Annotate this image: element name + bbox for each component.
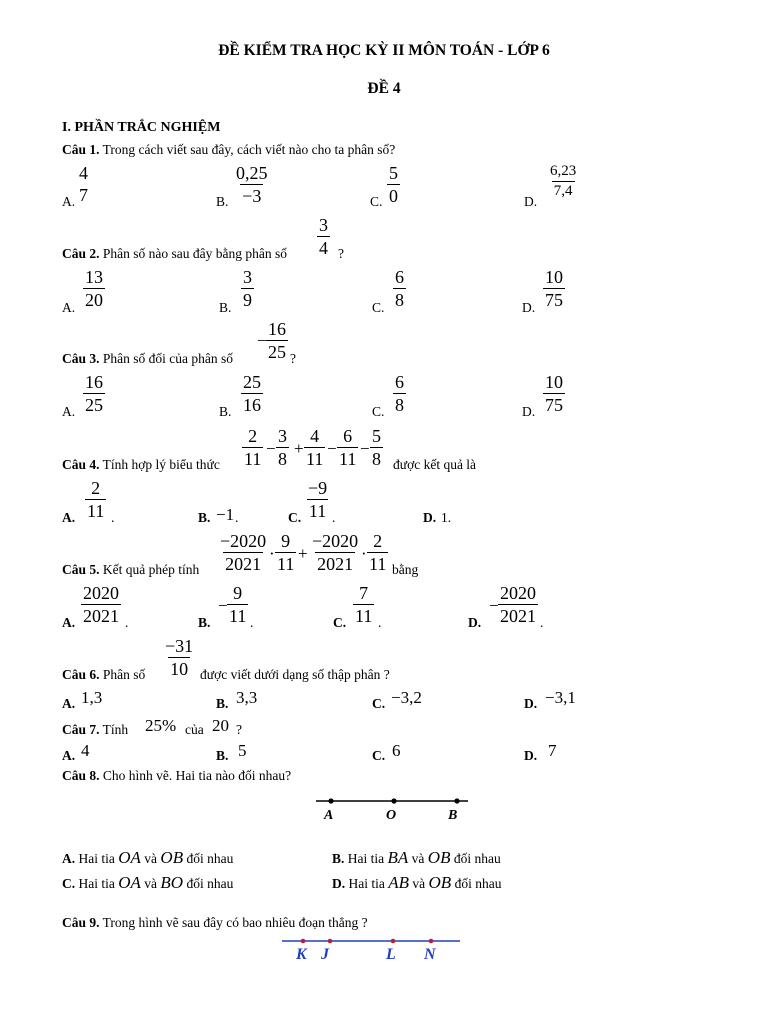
option-post: đối nhau: [186, 851, 234, 866]
question-suffix: ?: [236, 722, 242, 737]
option-a-fraction: [81, 582, 121, 627]
option-value: 7: [548, 741, 557, 760]
question-8: [62, 768, 291, 784]
option-d-fraction: [543, 371, 565, 416]
expr-fraction: [367, 530, 388, 575]
numerator: 2020: [83, 583, 119, 603]
question-5: [62, 562, 199, 578]
option-letter: B.: [219, 404, 232, 419]
option-letter: B.: [332, 851, 345, 866]
expr-fraction: [337, 425, 358, 470]
option-value: 4: [81, 741, 90, 760]
operator: ·: [269, 544, 275, 563]
denominator: 11: [308, 501, 327, 521]
numerator: 10: [545, 372, 563, 392]
option-a-fraction: [77, 162, 90, 206]
option-pre: Hai tia: [347, 851, 385, 866]
option-and: và: [412, 876, 426, 891]
expr-fraction: [275, 530, 296, 575]
option-pre: Hai tia: [348, 876, 385, 891]
denominator: 75: [545, 290, 563, 310]
option-and: và: [144, 851, 158, 866]
numerator: 2: [248, 426, 258, 446]
operator: −: [327, 439, 337, 458]
option-value: −3,2: [391, 688, 422, 707]
minus-sign: −: [489, 596, 499, 615]
option-a-fraction: [83, 371, 105, 416]
numerator: 0,25: [236, 163, 268, 183]
expr-fraction: [370, 425, 383, 470]
point-label-n: N: [424, 946, 436, 963]
option-c-fraction: [387, 162, 400, 207]
option-letter: A.: [62, 194, 76, 209]
question-label: Câu 2.: [62, 246, 100, 261]
denominator: 2021: [225, 554, 262, 574]
option-pre: Hai tia: [78, 851, 115, 866]
option-and: và: [144, 876, 158, 891]
numerator: 2: [91, 478, 101, 498]
point-label-l: L: [386, 946, 396, 963]
numerator: 10: [545, 267, 563, 287]
ray-1: BA: [387, 848, 409, 867]
numerator: −9: [308, 478, 328, 498]
numerator: 4: [310, 426, 320, 446]
numerator: 4: [79, 163, 88, 183]
option-c-fraction: [353, 582, 374, 627]
question-2-fraction: [317, 214, 330, 259]
option-tail: .: [540, 615, 544, 630]
option-letter: A.: [62, 510, 76, 525]
point-label-a: A: [324, 808, 334, 823]
option-letter: A.: [62, 696, 76, 711]
point-label-k: K: [296, 946, 307, 963]
option-d-row: [332, 873, 501, 893]
denominator: 9: [243, 290, 252, 310]
numerator: −2020: [220, 531, 267, 551]
numerator: 3: [243, 267, 252, 287]
question-text: Cho hình vẽ. Hai tia nào đối nhau?: [102, 768, 292, 783]
question-label: Câu 6.: [62, 667, 100, 682]
denominator: 10: [170, 659, 189, 679]
denominator: 11: [229, 606, 247, 626]
option-b-fraction: [227, 582, 248, 627]
point-j-dot: [328, 939, 333, 944]
option-letter: B.: [216, 194, 229, 209]
option-letter: B.: [198, 510, 211, 525]
option-letter: B.: [216, 748, 229, 763]
denominator: 25: [268, 342, 286, 362]
question-label: Câu 1.: [62, 142, 100, 157]
denominator: 2021: [83, 606, 119, 626]
option-pre: Hai tia: [78, 876, 115, 891]
operator: +: [298, 544, 308, 563]
denominator: 8: [278, 449, 287, 469]
question-text: Tính hợp lý biểu thức: [102, 457, 220, 472]
question-3: [62, 351, 233, 367]
exam-title: ĐỀ KIỂM TRA HỌC KỲ II MÔN TOÁN - LỚP 6: [218, 42, 550, 59]
denominator: 11: [277, 554, 295, 574]
option-value: 1,3: [81, 688, 103, 707]
option-tail: .: [235, 510, 239, 525]
point-label-j: J: [321, 946, 329, 963]
numerator: 3: [319, 215, 328, 235]
denominator: 11: [369, 554, 387, 574]
numerator: 2020: [500, 583, 536, 603]
denominator: 4: [319, 238, 328, 258]
option-letter: A.: [62, 851, 76, 866]
minus-sign: −: [257, 331, 267, 350]
denominator: 11: [306, 449, 324, 469]
denominator: 7,4: [553, 183, 573, 199]
question-text-before: Phân số: [102, 667, 146, 682]
numerator: 9: [281, 531, 291, 551]
ray-2: OB: [428, 873, 452, 892]
point-b-dot: [454, 798, 459, 803]
option-letter: D.: [524, 194, 538, 209]
denominator: 8: [372, 449, 381, 469]
question-suffix: bằng: [392, 562, 419, 577]
question-1: [62, 142, 395, 158]
exam-subtitle: ĐỀ 4: [367, 80, 401, 97]
question-9: [62, 915, 368, 931]
option-c-row: [62, 873, 233, 893]
operator: +: [294, 439, 304, 458]
option-letter: A.: [62, 404, 76, 419]
option-letter: D.: [423, 510, 437, 525]
option-tail: .: [125, 615, 129, 630]
minus-sign: −: [218, 596, 228, 615]
option-letter: A.: [62, 748, 76, 763]
question-text-before: Tính: [102, 722, 129, 737]
denominator: 11: [244, 449, 262, 469]
denominator: 7: [79, 185, 88, 205]
option-b-row: [332, 848, 501, 868]
question-suffix: được kết quả là: [393, 457, 477, 472]
question-6: [62, 667, 145, 683]
option-tail: .: [250, 615, 254, 630]
question-text: Trong hình vẽ sau đây có bao nhiêu đoạn thẳng ?: [102, 915, 368, 930]
denominator: 20: [85, 290, 103, 310]
denominator: 2021: [317, 554, 354, 574]
question-of: của: [185, 722, 204, 737]
section-title: I. PHẦN TRẮC NGHIỆM: [62, 120, 221, 135]
option-value: −3,1: [545, 688, 576, 707]
option-d-fraction: [498, 582, 538, 627]
question-text: Trong cách viết sau đây, cách viết nào cho ta phân số?: [102, 142, 396, 157]
option-a-fraction: [83, 266, 105, 311]
ray-1: OA: [118, 848, 141, 867]
option-d-fraction: [543, 266, 565, 311]
denominator: 25: [85, 395, 103, 415]
question-label: Câu 3.: [62, 351, 100, 366]
expr-fraction: [242, 425, 263, 470]
denominator: 8: [395, 395, 404, 415]
question-4: [62, 457, 220, 473]
denominator: 2021: [500, 606, 536, 626]
point-o-dot: [391, 798, 396, 803]
numerator: 6: [395, 267, 404, 287]
option-letter: B.: [216, 696, 229, 711]
ray-1: AB: [388, 873, 410, 892]
expr-fraction: [218, 530, 268, 575]
option-letter: B.: [219, 300, 232, 315]
option-value: 3,3: [236, 688, 258, 707]
option-letter: C.: [370, 194, 383, 209]
option-tail: .: [378, 615, 382, 630]
option-value: −1: [216, 505, 235, 524]
option-letter: C.: [333, 615, 347, 630]
option-letter: C.: [372, 300, 385, 315]
numerator: 3: [278, 426, 287, 446]
numerator: −2020: [312, 531, 359, 551]
expr-fraction: [276, 425, 289, 470]
denominator: 11: [355, 606, 373, 626]
question-suffix: ?: [338, 246, 344, 261]
operator: ·: [361, 544, 367, 563]
operator: −: [360, 439, 370, 458]
expr-fraction: [310, 530, 360, 575]
numerator: 16: [268, 319, 286, 339]
ray-2: OB: [427, 848, 451, 867]
option-letter: D.: [522, 404, 536, 419]
option-tail: .: [111, 510, 115, 525]
option-letter: D.: [524, 748, 538, 763]
option-letter: B.: [198, 615, 211, 630]
point-label-b: B: [448, 808, 458, 823]
ray-1: OA: [118, 873, 141, 892]
numerator: 25: [243, 372, 261, 392]
option-a-fraction: [85, 477, 106, 522]
denominator: 75: [545, 395, 563, 415]
numerator: 9: [233, 583, 243, 603]
question-text: Phân số nào sau đây bằng phân số: [102, 246, 287, 261]
option-value: 1.: [441, 510, 452, 525]
denominator: 8: [395, 290, 404, 310]
ray-2: OB: [160, 848, 184, 867]
option-letter: C.: [372, 748, 386, 763]
denominator: 0: [389, 186, 398, 206]
denominator: 11: [87, 501, 105, 521]
denominator: 11: [339, 449, 357, 469]
number-value: 20: [212, 716, 229, 735]
numerator: 6,23: [550, 163, 577, 179]
ray-2: BO: [160, 873, 184, 892]
option-post: đối nhau: [454, 876, 502, 891]
numerator: 6: [343, 426, 353, 446]
option-b-fraction: [234, 162, 270, 207]
question-label: Câu 4.: [62, 457, 100, 472]
numerator: 5: [389, 163, 398, 183]
option-letter: D.: [332, 876, 346, 891]
operator: −: [266, 439, 276, 458]
point-label-o: O: [386, 808, 397, 823]
option-c-fraction: [306, 477, 329, 522]
question-2: [62, 246, 287, 262]
numerator: 2: [373, 531, 383, 551]
question-text: Phân số đối của phân số: [102, 351, 233, 366]
question-7: [62, 722, 128, 738]
option-letter: D.: [522, 300, 536, 315]
option-b-fraction: [241, 371, 263, 416]
option-letter: C.: [288, 510, 302, 525]
option-tail: .: [332, 510, 336, 525]
option-b-fraction: [241, 266, 254, 311]
question-3-fraction: [266, 318, 288, 363]
point-a-dot: [328, 798, 333, 803]
option-letter: A.: [62, 300, 76, 315]
option-letter: C.: [372, 404, 385, 419]
numerator: 13: [85, 267, 103, 287]
point-k-dot: [301, 939, 306, 944]
question-label: Câu 9.: [62, 915, 100, 930]
question-text-after: được viết dưới dạng số thập phân ?: [200, 667, 390, 682]
line-aob-diagram: [300, 790, 490, 810]
option-letter: C.: [372, 696, 386, 711]
option-a-row: [62, 848, 233, 868]
option-and: và: [411, 851, 425, 866]
percent-value: 25%: [145, 716, 177, 735]
option-letter: C.: [62, 876, 76, 891]
option-letter: D.: [468, 615, 482, 630]
point-l-dot: [391, 939, 396, 944]
numerator: −31: [165, 636, 194, 656]
option-value: 6: [392, 741, 401, 760]
numerator: 16: [85, 372, 103, 392]
question-text: Kết quả phép tính: [102, 562, 200, 577]
denominator: −3: [242, 186, 262, 206]
question-label: Câu 8.: [62, 768, 100, 783]
option-letter: D.: [524, 696, 538, 711]
option-value: 5: [238, 741, 247, 760]
question-label: Câu 7.: [62, 722, 100, 737]
numerator: 5: [372, 426, 381, 446]
numerator: 6: [395, 372, 404, 392]
option-c-fraction: [393, 266, 406, 311]
question-6-fraction: [163, 635, 195, 680]
point-n-dot: [429, 939, 434, 944]
expr-fraction: [304, 425, 325, 470]
question-suffix: ?: [290, 351, 296, 366]
question-label: Câu 5.: [62, 562, 100, 577]
numerator: 7: [359, 583, 369, 603]
option-d-fraction: [548, 162, 578, 201]
option-post: đối nhau: [186, 876, 234, 891]
option-c-fraction: [393, 371, 406, 416]
option-post: đối nhau: [453, 851, 501, 866]
option-letter: A.: [62, 615, 76, 630]
denominator: 16: [243, 395, 261, 415]
